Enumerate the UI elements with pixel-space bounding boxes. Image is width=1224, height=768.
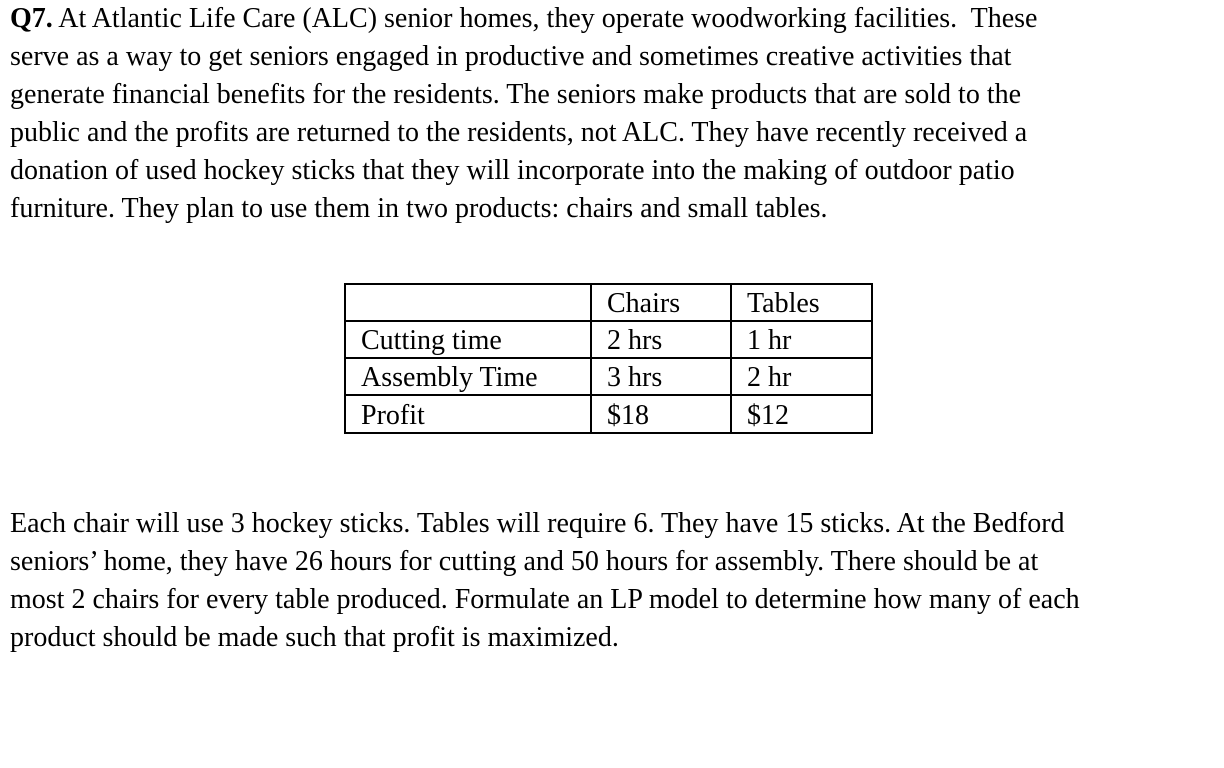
details-line: seniors’ home, they have 26 hours for cutting and 50 hours for assembly. There should be at: [10, 546, 1039, 577]
details-line: product should be made such that profit is maximized.: [10, 622, 619, 653]
row-label-cell: Cutting time: [345, 321, 591, 358]
table-cell: 1 hr: [731, 321, 872, 358]
question-paragraph: [10, 0, 1037, 228]
table-cell: 2 hrs: [591, 321, 731, 358]
question-line: donation of used hockey sticks that they will incorporate into the making of outdoor patio: [10, 155, 1015, 186]
details-paragraph: [10, 505, 1080, 657]
table-header-row: [345, 284, 872, 321]
question-line: generate financial benefits for the residents. The seniors make products that are sold to the: [10, 79, 1022, 110]
question-number: Q7.: [10, 3, 53, 34]
table-row: [345, 395, 872, 433]
table-header-cell: Tables: [731, 284, 872, 321]
row-label-cell: Profit: [345, 395, 591, 433]
question-line-text: At Atlantic Life Care (ALC) senior homes, they operate woodworking facilities. These: [52, 3, 1038, 34]
question-line: public and the profits are returned to the residents, not ALC. They have recently received a: [10, 117, 1028, 148]
table-cell: 3 hrs: [591, 358, 731, 395]
table-cell: $18: [591, 395, 731, 433]
row-label-cell: Assembly Time: [345, 358, 591, 395]
table-cell: $12: [731, 395, 872, 433]
table-row: [345, 358, 872, 395]
details-line: Each chair will use 3 hockey sticks. Tables will require 6. They have 15 sticks. At the Bedford: [10, 508, 1065, 539]
table-header-cell: Chairs: [591, 284, 731, 321]
table-cell: 2 hr: [731, 358, 872, 395]
table-row: [345, 321, 872, 358]
product-data-table: [344, 283, 873, 434]
details-line: most 2 chairs for every table produced. Formulate an LP model to determine how many of each: [10, 584, 1080, 615]
question-line: serve as a way to get seniors engaged in productive and sometimes creative activities that: [10, 41, 1012, 72]
question-line: [10, 0, 1037, 38]
question-line: furniture. They plan to use them in two products: chairs and small tables.: [10, 193, 828, 224]
table-header-cell: [345, 284, 591, 321]
